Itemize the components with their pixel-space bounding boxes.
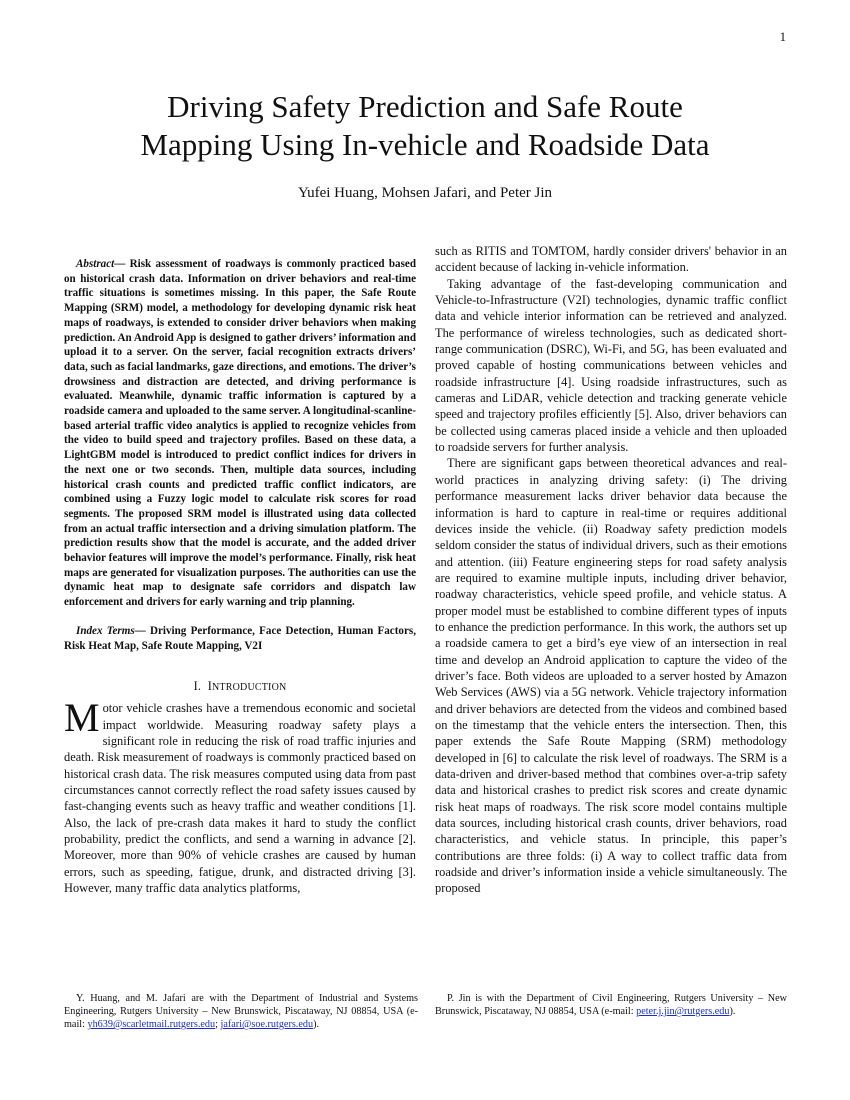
footnote-left-paragraph — [64, 992, 418, 1031]
intro-paragraph-1-continued: such as RITIS and TOMTOM, hardly consider drivers' behavior in an accident because of lacking in-vehicle information. — [435, 244, 787, 275]
abstract-dash: — — [114, 258, 130, 270]
left-column — [64, 257, 416, 896]
title-line-2: Mapping Using In-vehicle and Roadside Data — [140, 127, 710, 162]
author-list: Yufei Huang, Mohsen Jafari, and Peter Jin — [297, 185, 553, 201]
email-link-jafari[interactable]: jafari@soe.rutgers.edu — [220, 1019, 314, 1030]
page-number: 1 — [779, 30, 786, 44]
intro-paragraph-2: Taking advantage of the fast-developing communication and Vehicle-to-Infrastructure (V2I) technologies, dynamic traffic conflict data and vehicle interior information can be retrieved and analyzed. The performance of wireless technologies, such as dedicated short-range communication (DSRC), Wi-Fi, and 5G, has been evaluated and proved capable of hosting communications between vehicles and roadside infrastructure [4]. Using roadside infrastructures, such as cameras and LiDAR, vehicle detection and tracking generate vehicle speed and trajectory profiles efficiently [5]. Also, driver behaviors can be collected using cameras placed inside a vehicle and then uploaded to roadside servers for further analysis. — [435, 276, 787, 455]
footnote-left-text: Y. Huang, and M. Jafari are with the Department of Industrial and Systems Engineering, Rutgers University – New Brunswick, Piscataway, NJ 08854, USA (e-mail: — [64, 993, 418, 1030]
abstract-text: Risk assessment of roadways is commonly practiced based on historical crash data. Information on driver behaviors and real-time traffic situations is sometimes missing. In this paper, the Safe Route Mapping (SRM) model, a methodology for developing dynamic risk heat maps of roadways, is extended to consider driver behaviors when making prediction. An Android App is designed to gather drivers’ information and upload it to a server. On the server, facial recognition extracts drivers’ data, such as facial landmarks, gaze directions, and emotions. The driver’s drowsiness and distraction are detected, and driving performance is evaluated. Meanwhile, dynamic traffic information is captured by a roadside camera and uploaded to the same server. A longitudinal-scanline-based arterial traffic video analytics is applied to recognize vehicles from the video to build speed and trajectory profiles. Based on these data, a LightGBM model is introduced to predict conflict indices for drivers in the next one or two seconds. Then, multiple data sources, including historical crash counts and predicted traffic conflict indicators, are combined using a Fuzzy logic model to calculate risk scores for road segments. The proposed SRM model is illustrated using data collected from an actual traffic intersection and a driving simulation platform. The prediction results show that the model is accurate, and the added driver behavior features will improve the model’s performance. Finally, risk heat maps are generated for visualization purposes. The authorities can use the dynamic heat map to designate safe corridors and dispatch law enforcement and drivers for early warning and trip planning. — [64, 258, 416, 609]
section-first-letter: I — [207, 679, 212, 694]
footnote-left-separator: ; — [215, 1019, 221, 1030]
index-terms-dash: — — [134, 624, 150, 637]
index-terms-label: Index Terms — [76, 624, 135, 637]
section-rest: NTRODUCTION — [212, 682, 287, 694]
email-link-huang[interactable]: yh639@scarletmail.rutgers.edu — [87, 1019, 216, 1030]
intro-paragraph-3: There are significant gaps between theoretical advances and real-world practices in analyzing driving safety: (i) The driving performance measurement lacks driver behavior data because the information is hard to capture in real-time or requires additional devices inside the vehicle. (ii) Roadway safety prediction models seldom consider the status of individual drivers, such as their emotions and attention. (iii) Feature engineering steps for road safety analysis are required to examine multiple inputs, including driver behavior, roadway characteristics, vehicle speed profile, and vehicle status. A proper model must be established to combine different types of inputs to enhance the prediction performance. In this work, the authors set up a roadside camera to get a bird’s eye view of an intersection in real time and develop an Android application to capture the video of the driver’s face. Both videos are uploaded to a server hosted by Amazon Web Services (AWS) via a 5G network. Vehicle trajectory information and driver behaviors are detected from the videos and combined based on the timestamp that the vehicle enters the intersection. Then, this paper extends the Safe Route Mapping (SRM) methodology developed in [6] to calculate the risk level of roadways. The SRM is a data-driven and driver-based method that combines over-a-trip safety data and historical crashes to predict risk scores and create dynamic risk heat maps of roadways. The risk score model contains multiple data sources, including historical crash counts, driver behaviors, road characteristics, and vehicle status. In principle, this paper’s contributions are three folds: (i) A way to collect traffic data from roadside and driver’s information inside a vehicle simultaneously. The proposed — [435, 456, 787, 896]
abstract — [64, 257, 416, 610]
index-terms — [64, 624, 416, 653]
section-numeral: I. — [193, 679, 202, 694]
right-column — [435, 243, 787, 897]
footnote-left — [64, 992, 418, 1031]
drop-cap: M — [64, 695, 100, 741]
title-line-1: Driving Safety Prediction and Safe Route — [167, 89, 683, 124]
intro-paragraph-1 — [64, 695, 416, 896]
footnote-right-paragraph — [435, 992, 787, 1018]
abstract-label: Abstract — [76, 258, 115, 270]
index-terms-text: Driving Performance, Face Detection, Human Factors, Risk Heat Map, Safe Route Mapping, V2I — [64, 624, 416, 652]
footnote-right-end: ). — [729, 1006, 736, 1017]
email-link-jin[interactable]: peter.j.jin@rutgers.edu — [636, 1006, 730, 1017]
footnote-right-text: P. Jin is with the Department of Civil Engineering, Rutgers University – New Brunswick, Piscataway, NJ 08854, USA (e-mail: — [435, 993, 787, 1017]
paper-title — [40, 88, 810, 164]
intro-paragraph-1-text: otor vehicle crashes have a tremendous economic and societal impact worldwide. Measuring roadway safety plays a significant role in reducing the risk of road traffic injuries and death. Risk measurement of roadways is commonly practiced based on historical crash data. The risk measures computed using data from past circumstances cannot correctly reflect the road safety issues caused by fast-changing events such as heavy traffic and weather conditions [1]. Also, the lack of pre-crash data makes it hard to study the conflict probability, predict the conflicts, and send a warning in advance [2]. Moreover, more than 90% of vehicle crashes are caused by human errors, such as speeding, fatigue, drunk, and distracted driving [3]. However, many traffic data analytics platforms, — [64, 701, 416, 896]
section-heading-introduction — [64, 679, 416, 694]
footnote-right — [435, 992, 787, 1018]
footnote-left-end: ). — [313, 1019, 320, 1030]
